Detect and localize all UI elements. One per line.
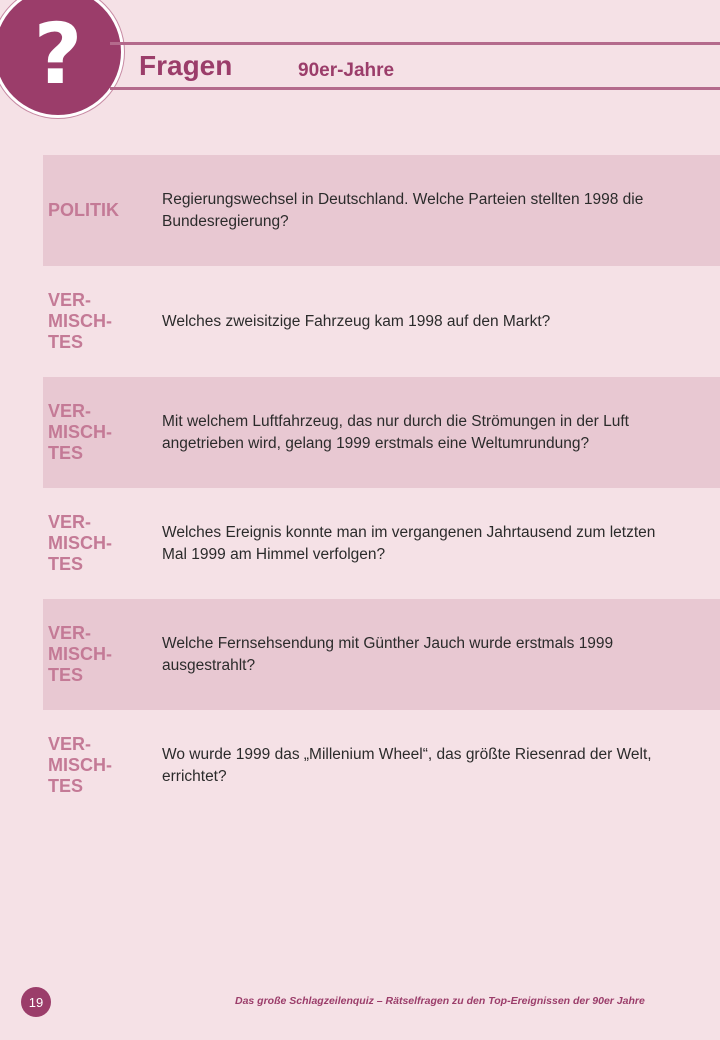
question-list	[43, 155, 720, 821]
question-text: Welches Ereignis konnte man im vergangenen Jahrtausend zum letzten Mal 1999 am Himmel verfolgen?	[162, 523, 656, 563]
question-row	[43, 266, 720, 377]
question-text: Welche Fernsehsendung mit Günther Jauch wurde erstmals 1999 ausgestrahlt?	[162, 634, 614, 674]
question-row	[43, 710, 720, 821]
category-label: VER- MISCH- TES	[48, 734, 112, 796]
question-text: Regierungswechsel in Deutschland. Welche Parteien stellten 1998 die Bundesregierung?	[162, 190, 644, 230]
question-row	[43, 488, 720, 599]
question-row	[43, 599, 720, 710]
category-label: VER- MISCH- TES	[48, 290, 112, 352]
question-text: Mit welchem Luftfahrzeug, das nur durch die Strömungen in der Luft angetrieben wird, gelang 1999 erstmals eine Weltumrundung?	[162, 412, 629, 452]
category-label: VER- MISCH- TES	[48, 512, 112, 574]
header-rule-top	[110, 42, 720, 45]
category-label: VER- MISCH- TES	[48, 623, 112, 685]
page-subtitle: 90er-Jahre	[298, 60, 395, 81]
question-text: Wo wurde 1999 das „Millenium Wheel“, das größte Riesenrad der Welt, errichtet?	[162, 745, 652, 785]
question-mark-glyph: ?	[33, 5, 83, 103]
page-number: 19	[21, 987, 51, 1017]
category-label: VER- MISCH- TES	[48, 401, 112, 463]
page-title: Fragen	[139, 50, 233, 81]
question-row	[43, 155, 720, 266]
category-label: POLITIK	[48, 200, 119, 220]
footer-text: Das große Schlagzeilenquiz – Rätselfragen zu den Top-Ereignissen der 90er Jahre	[235, 995, 645, 1007]
question-row	[43, 377, 720, 488]
header-rule-bottom	[110, 87, 720, 90]
question-text: Welches zweisitzige Fahrzeug kam 1998 auf den Markt?	[162, 312, 551, 330]
question-mark-icon	[0, 0, 124, 118]
